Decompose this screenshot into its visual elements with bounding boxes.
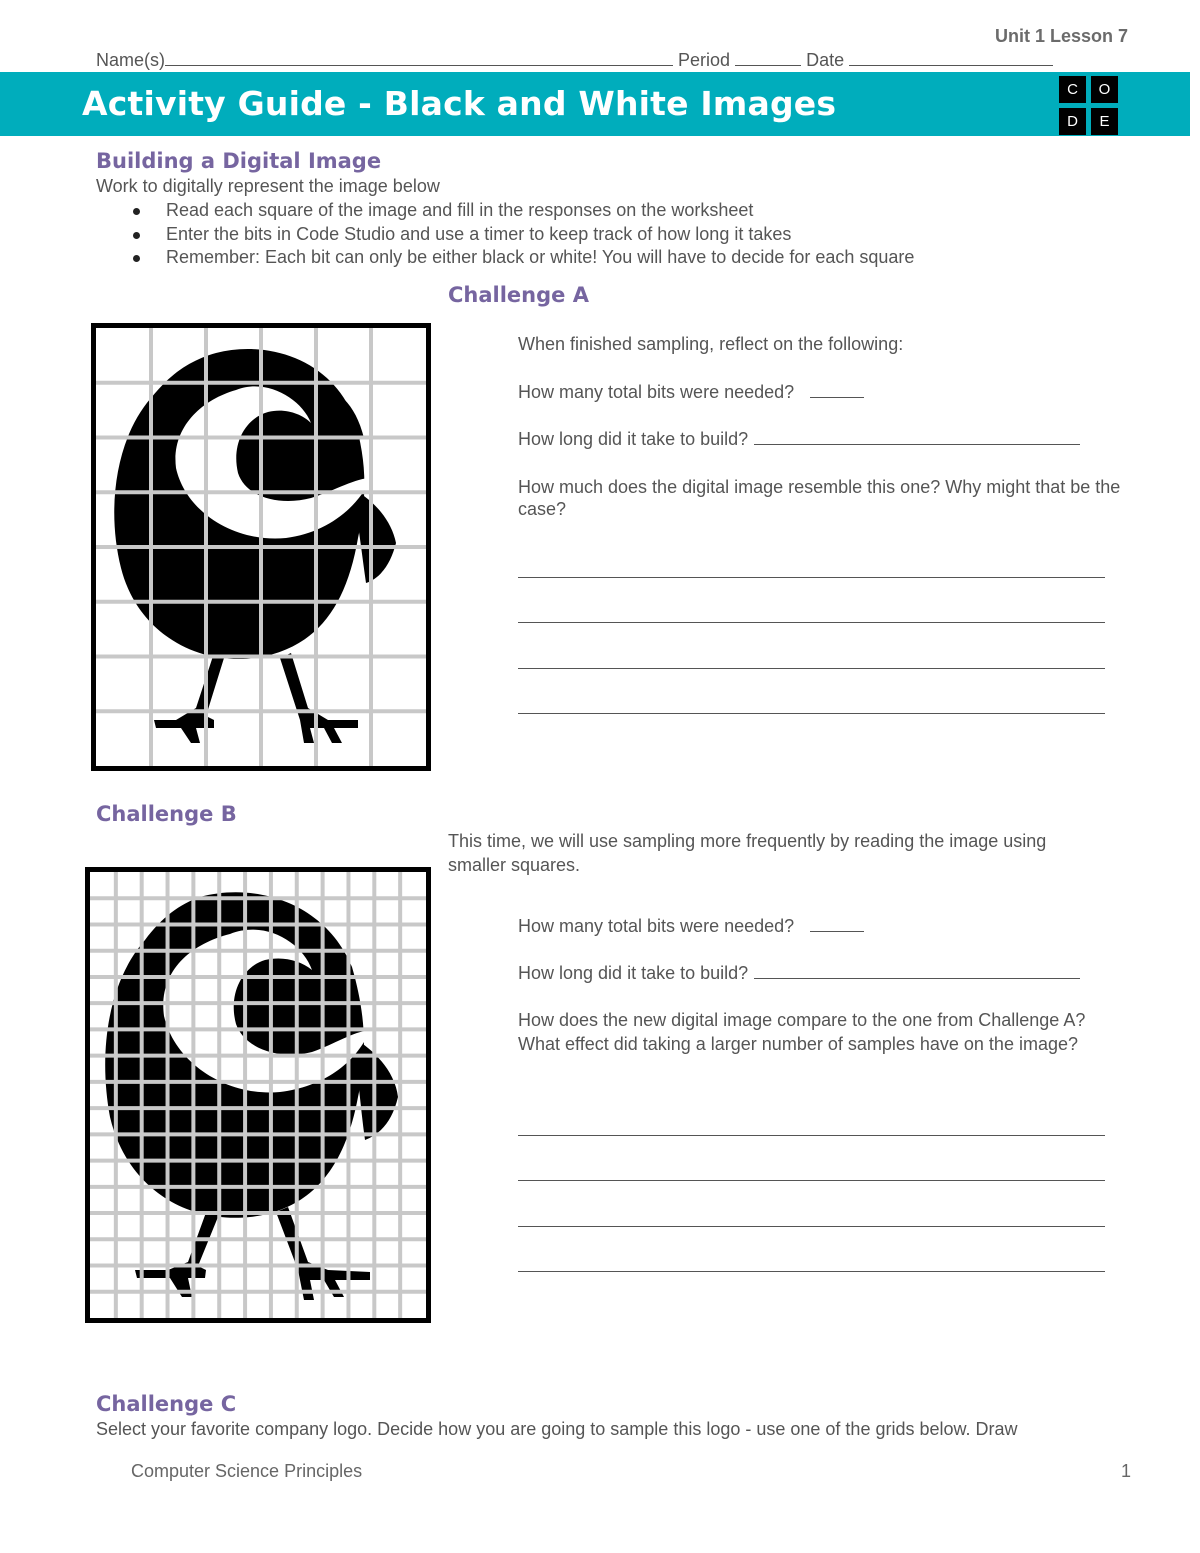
logo-letter-e: E xyxy=(1091,108,1118,135)
answer-line[interactable] xyxy=(518,668,1105,669)
challenge-a-resemble-question: How much does the digital image resemble this one? Why might that be the case? xyxy=(518,477,1121,519)
date-blank[interactable] xyxy=(849,49,1053,66)
time-answer-blank[interactable] xyxy=(754,964,1080,979)
challenge-b-bits-question xyxy=(518,915,864,937)
answer-line[interactable] xyxy=(518,1226,1105,1227)
challenge-b-compare-question: How does the new digital image compare to the one from Challenge A? What effect did taking a larger number of samples have on the image? xyxy=(518,1010,1086,1054)
list-item: Enter the bits in Code Studio and use a timer to keep track of how long it takes xyxy=(96,223,1096,247)
list-item: Remember: Each bit can only be either black or white! You will have to decide for each square xyxy=(96,246,1096,270)
challenge-b-image xyxy=(85,867,431,1323)
footer-course: Computer Science Principles xyxy=(131,1461,363,1481)
answer-line[interactable] xyxy=(518,622,1105,623)
answer-line[interactable] xyxy=(518,713,1105,714)
challenge-a-image xyxy=(91,323,431,771)
name-blank[interactable] xyxy=(165,49,673,66)
intro-heading: Building a Digital Image xyxy=(96,149,382,173)
question-text: How many total bits were needed? xyxy=(518,382,795,402)
challenge-b-intro: This time, we will use sampling more frequently by reading the image using smaller squares. xyxy=(448,831,1047,875)
challenge-c-text: Select your favorite company logo. Decide how you are going to sample this logo - use one of the grids below. Draw xyxy=(96,1419,1018,1439)
intro-text: Work to digitally represent the image below xyxy=(96,176,440,196)
bits-answer-blank[interactable] xyxy=(810,383,864,398)
answer-line[interactable] xyxy=(518,577,1105,578)
answer-line[interactable] xyxy=(518,1180,1105,1181)
question-text: How many total bits were needed? xyxy=(518,916,795,936)
question-text: How long did it take to build? xyxy=(518,963,749,983)
challenge-a-bits-question xyxy=(518,381,864,403)
logo-letter-o: O xyxy=(1091,76,1118,103)
answer-line[interactable] xyxy=(518,1271,1105,1272)
question-text: How long did it take to build? xyxy=(518,429,749,449)
challenge-b-time-question xyxy=(518,962,1080,984)
challenge-a-time-question xyxy=(518,428,1080,450)
challenge-b-heading: Challenge B xyxy=(96,802,237,826)
challenge-b-grid xyxy=(90,872,426,1318)
time-answer-blank[interactable] xyxy=(754,430,1080,445)
footer-page-number: 1 xyxy=(1121,1461,1132,1481)
bits-answer-blank[interactable] xyxy=(810,917,864,932)
code-logo xyxy=(1057,74,1121,134)
list-item: Read each square of the image and fill in the responses on the worksheet xyxy=(96,199,1096,223)
unit-lesson-label: Unit 1 Lesson 7 xyxy=(994,26,1128,46)
answer-line[interactable] xyxy=(518,1135,1105,1136)
period-blank[interactable] xyxy=(735,49,801,66)
name-period-date-row xyxy=(96,49,1053,71)
challenge-a-prompt: When finished sampling, reflect on the following: xyxy=(518,334,904,354)
logo-letter-c: C xyxy=(1059,76,1086,103)
logo-letter-d: D xyxy=(1059,108,1086,135)
period-label: Period xyxy=(678,50,731,70)
challenge-a-heading: Challenge A xyxy=(448,283,589,307)
page-title: Activity Guide - Black and White Images xyxy=(82,84,837,123)
date-label: Date xyxy=(806,50,845,70)
challenge-a-grid xyxy=(96,328,426,766)
name-label: Name(s) xyxy=(96,50,166,70)
intro-bullet-list xyxy=(96,199,1096,270)
challenge-c-heading: Challenge C xyxy=(96,1392,237,1416)
